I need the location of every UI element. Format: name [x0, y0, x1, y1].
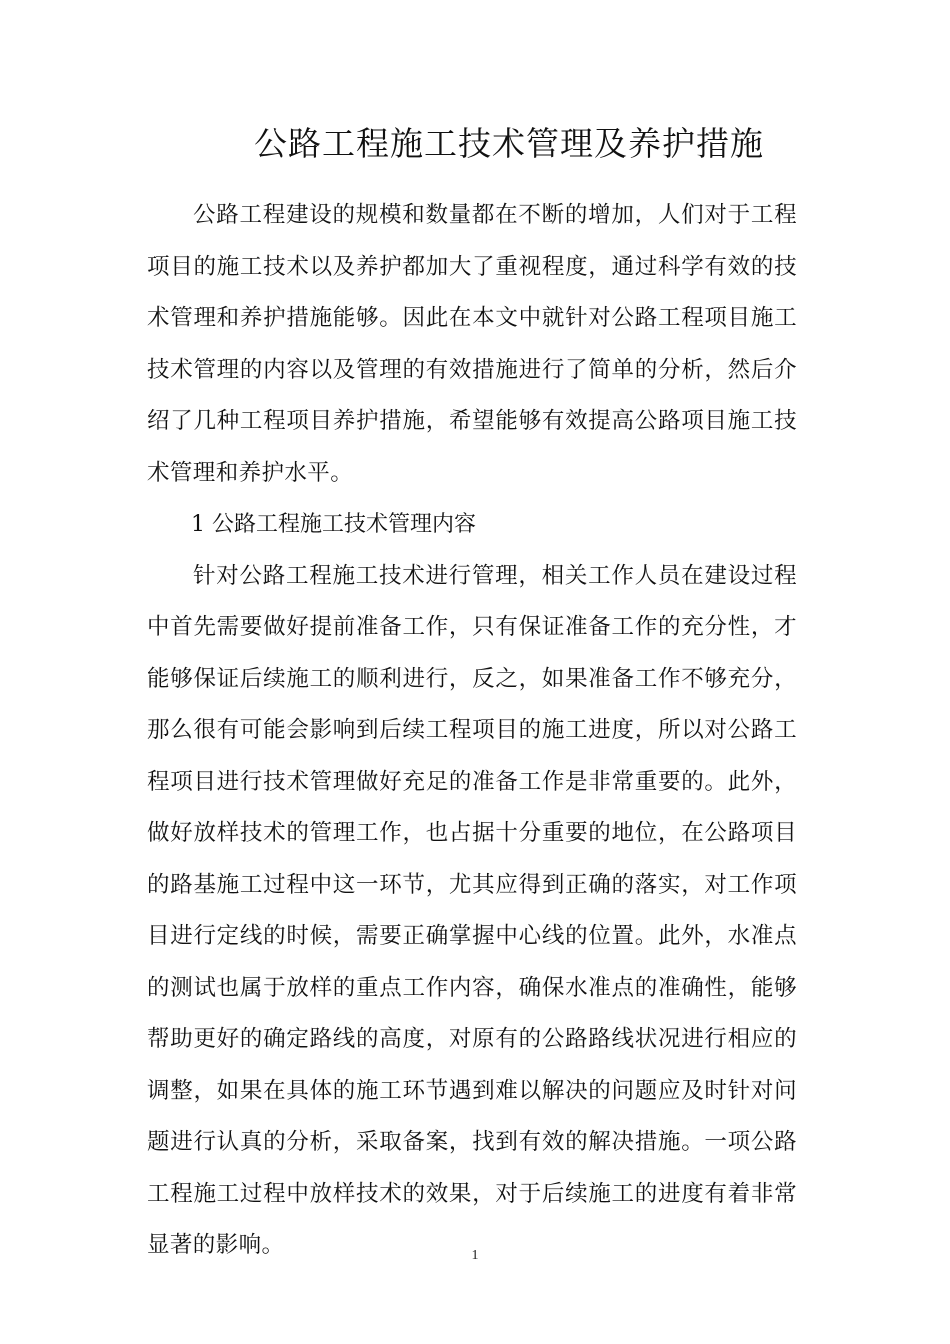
page-number: 1: [471, 1248, 479, 1263]
document-body: [147, 190, 797, 1272]
section-heading-text: 公路工程施工技术管理内容: [212, 512, 477, 537]
section-number: 1: [191, 512, 205, 537]
section-paragraph: 针对公路工程施工技术进行管理，相关工作人员在建设过程中首先需要做好提前准备工作，只有保证准备工作的充分性，才能够保证后续施工的顺利进行，反之，如果准备工作不够充分，那么很有可能会影响到后续工程项目的施工进度，所以对公路工程项目进行技术管理做好充足的准备工作是非常重要的。此外，做好放样技术的管理工作，也占据十分重要的地位，在公路项目的路基施工过程中这一环节，尤其应得到正确的落实，对工作项目进行定线的时候，需要正确掌握中心线的位置。此外，水准点的测试也属于放样的重点工作内容，确保水准点的准确性，能够帮助更好的确定路线的高度，对原有的公路路线状况进行相应的调整，如果在具体的施工环节遇到难以解决的问题应及时针对问题进行认真的分析，采取备案，找到有效的解决措施。一项公路工程施工过程中放样技术的效果，对于后续施工的进度有着非常显著的影响。: [147, 562, 797, 1258]
document-title: 公路工程施工技术管理及养护措施: [254, 124, 764, 163]
intro-paragraph: 公路工程建设的规模和数量都在不断的增加，人们对于工程项目的施工技术以及养护都加大了重视程度，通过科学有效的技术管理和养护措施能够。因此在本文中就针对公路工程项目施工技术管理的内容以及管理的有效措施进行了简单的分析，然后介绍了几种工程项目养护措施，希望能够有效提高公路项目施工技术管理和养护水平。: [147, 202, 797, 486]
section-heading: [147, 499, 797, 551]
